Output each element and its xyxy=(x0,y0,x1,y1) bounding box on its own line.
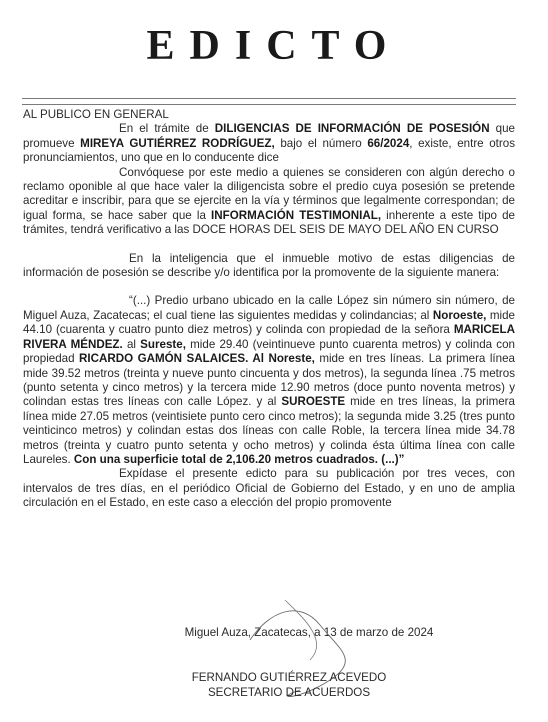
paragraph-publication: Expídase el presente edicto para su publicación por tres veces, con intervalos de tres días, en el periódico Oficial de Gobierno del Estado, y en uno de amplia circulación en el Estado, en este caso a elección del propio promovente xyxy=(23,467,515,510)
text-span: bajo el número xyxy=(274,136,368,150)
case-number: 66/2024 xyxy=(367,136,410,150)
promovente-name: MIREYA GUTIÉRREZ RODRÍGUEZ, xyxy=(80,136,275,150)
neighbor-name: MARICELA RIVERA MÉNDEZ. xyxy=(23,323,515,351)
text-span: mide en tres líneas, la primera línea mide 27.05 metros (veintisiete punto cero cinco metros); la segunda mide 3.25 (tres punto veinticinco metros) y colindan estas dos líneas con calle Roble, la tercera línea mide 34.78 metros (treinta y cuatro punto setenta y ocho metros) y colinda ésta última línea con calle Laureles. xyxy=(23,395,515,466)
signer-name: FERNANDO GUTIÉRREZ ACEVEDO xyxy=(191,671,387,684)
text-span: En el trámite de xyxy=(119,122,215,136)
addressee: AL PUBLICO EN GENERAL xyxy=(23,108,169,121)
place-date: Miguel Auza, Zacatecas, a 13 de marzo de 2024 xyxy=(184,626,434,639)
text-span: “(...) Predio urbano ubicado en la calle López sin número sin número, de Miguel Auza, Zacatecas; el cual tiene las siguientes medidas y colindancias; al xyxy=(23,294,515,322)
text-span: mide 44.10 (cuarenta y cuatro punto diez metros) y colinda con propiedad de la señora xyxy=(23,308,515,337)
text-span: inherente a este tipo de trámites, tendrá verificativo a las DOCE HORAS DEL SEIS DE MAYO DEL AÑO EN CURSO xyxy=(23,208,515,237)
text-span: que promueve xyxy=(23,122,515,150)
paragraph-intelligence: En la inteligencia que el inmueble motivo de estas diligencias de información de posesión se describe y/o identifica por la promovente de la siguiente manera: xyxy=(23,251,515,280)
text-span: mide 29.40 (veintinueve punto cuarenta metros) y colinda con propiedad xyxy=(23,337,515,366)
text-span: Convóquese por este medio a quienes se consideren con algún derecho o reclamo oponible al que hace valer la diligencista sobre el predio cuya posesión se pretende acreditar e inscribir, para que se ejercite en la vía y términos que legalmente correspondan; de igual forma, se hace saber que la xyxy=(23,165,515,222)
neighbor-and-northeast: RICARDO GAMÓN SALAICES. Al Noreste, xyxy=(79,352,315,366)
boundary-southeast: Sureste, xyxy=(140,337,186,351)
boundary-southwest: SUROESTE xyxy=(281,395,346,409)
text-span: , existe, entre otros pronunciamientos, uno que en lo conducente dice xyxy=(23,136,515,165)
total-area: Con una superficie total de 2,106.20 metros cuadrados. (...)” xyxy=(73,452,405,466)
signer-role: SECRETARIO DE ACUERDOS xyxy=(207,686,371,699)
signature-block xyxy=(0,670,548,700)
procedure-type: DILIGENCIAS DE INFORMACIÓN DE POSESIÓN xyxy=(214,122,490,136)
text-span: mide en tres líneas. La primera línea mide 39.52 metros (treinta y nueve punto cincuenta y dos metros), la segunda línea .75 metros (punto setenta y cinco metros) y la tercera mide 12.90 metros (doce punto noventa metros) y colindan estas tres líneas con calle López. y al xyxy=(23,352,515,409)
text-span: al xyxy=(122,337,141,351)
document-title: EDICTO xyxy=(146,23,402,69)
testimonial-info: INFORMACIÓN TESTIMONIAL, xyxy=(211,208,382,222)
boundary-northwest: Noroeste, xyxy=(432,308,487,322)
